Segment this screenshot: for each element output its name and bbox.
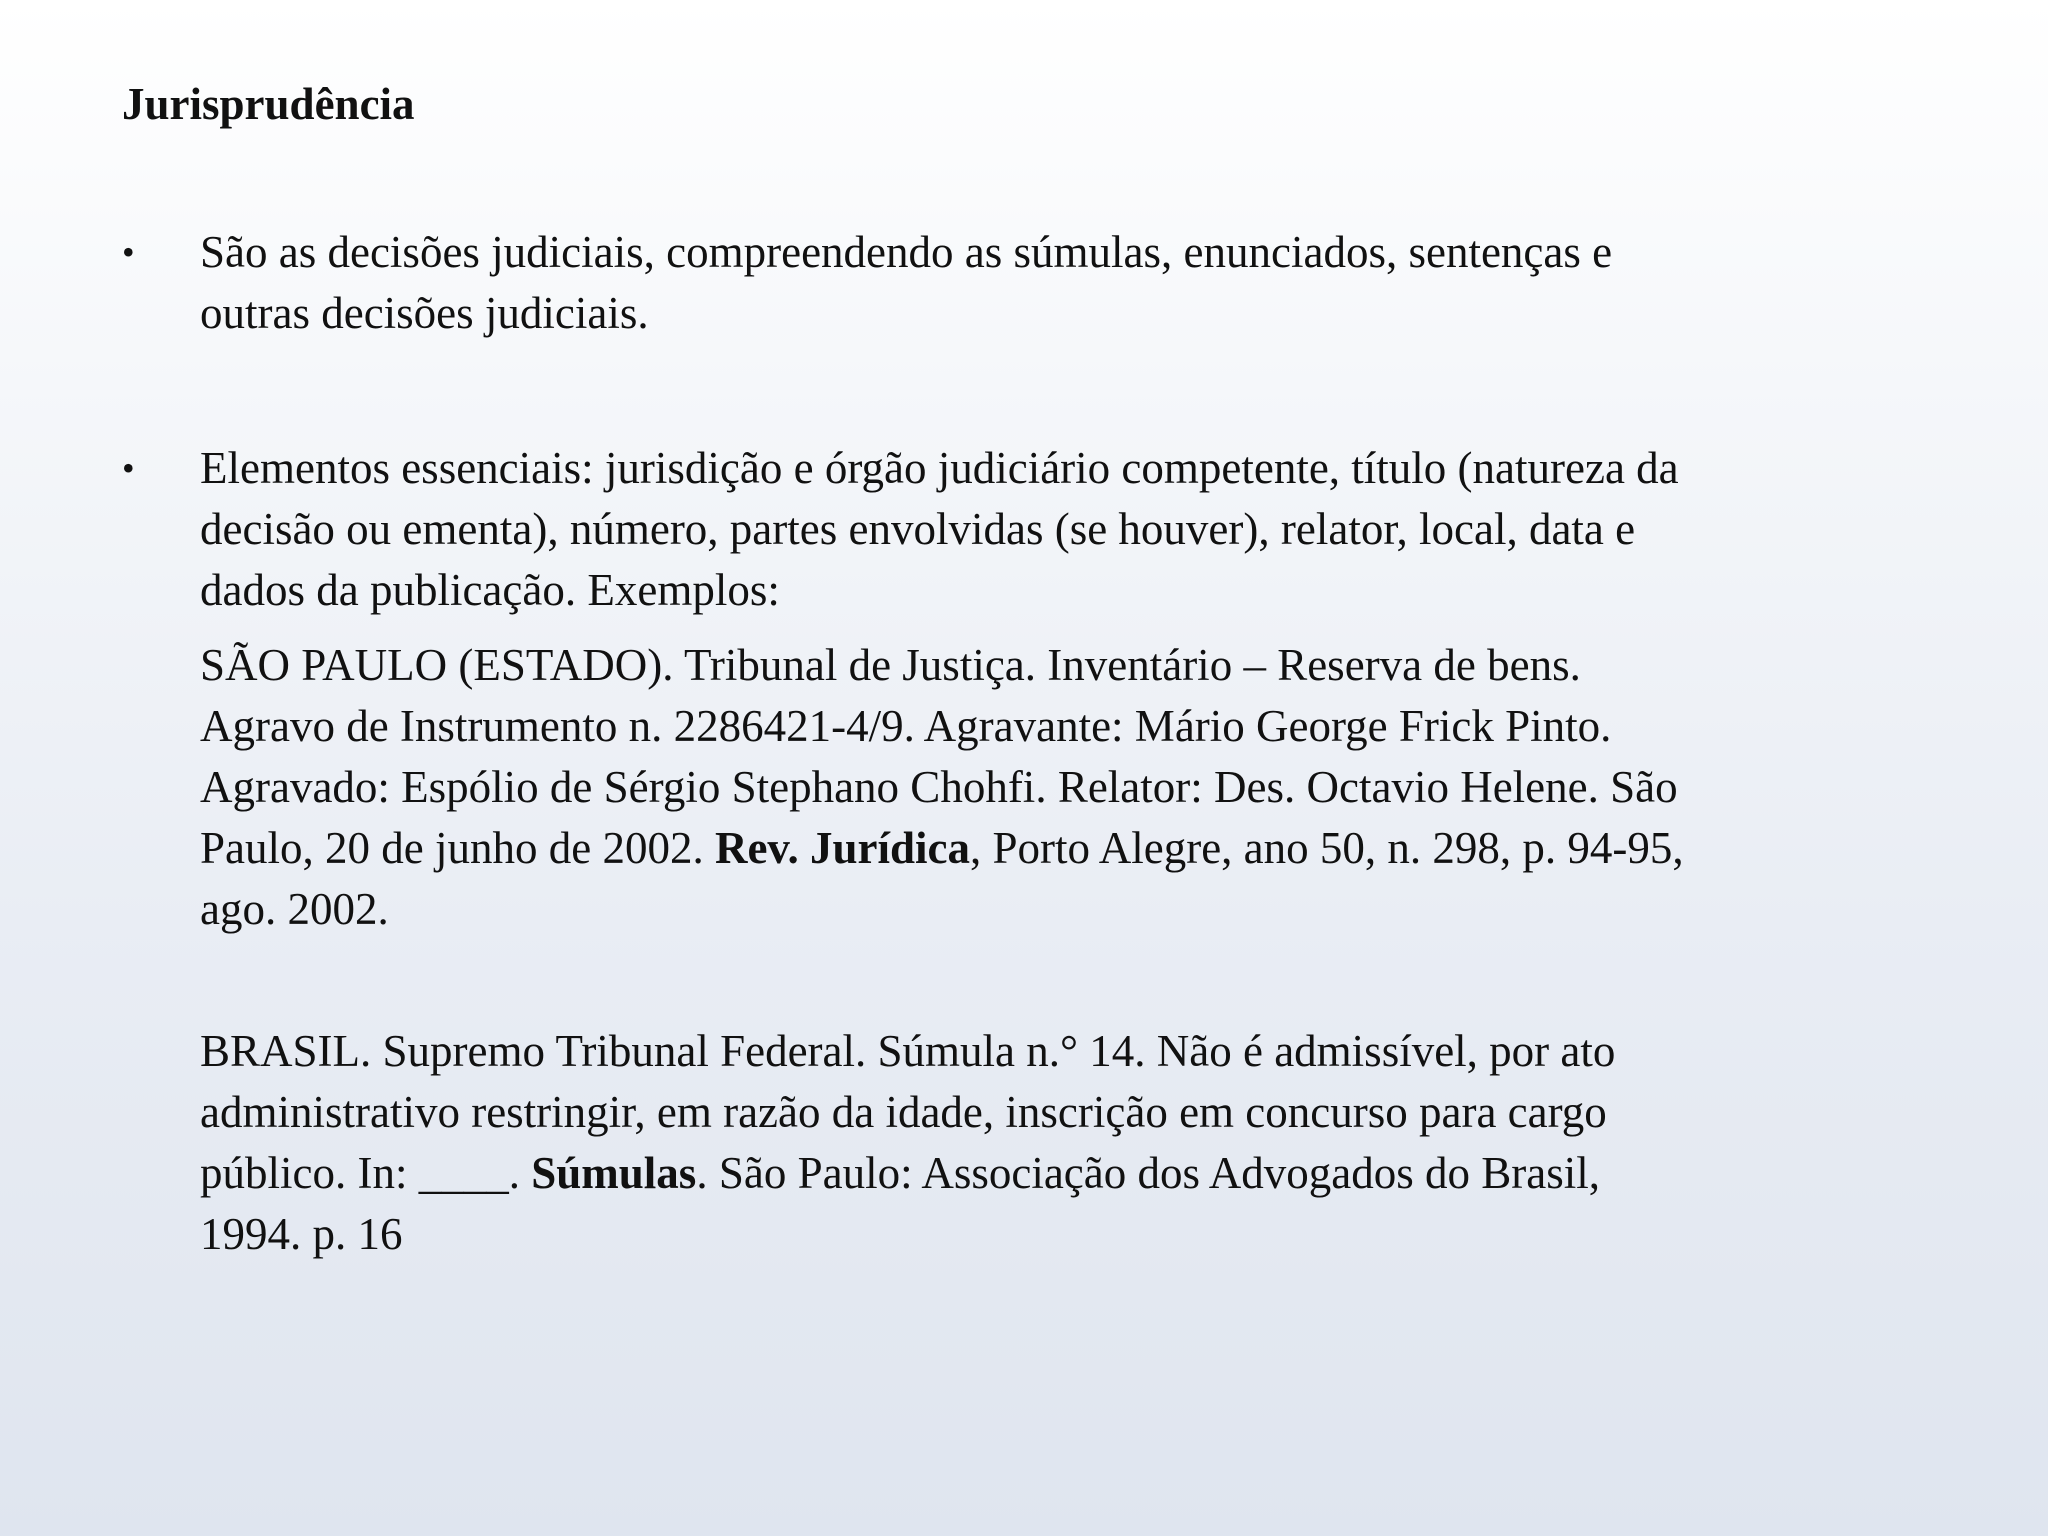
publication-title: Súmulas <box>531 1148 697 1198</box>
text-segment: Paulo, 20 de junho de 2002. <box>200 823 715 873</box>
bullet-marker: • <box>122 448 135 488</box>
text-line: BRASIL. Supremo Tribunal Federal. Súmula n.° 14. Não é admissível, por ato <box>200 1026 1616 1076</box>
example-reference-brasil <box>200 1021 1922 1265</box>
text-line: São as decisões judiciais, compreendendo as súmulas, enunciados, sentenças e <box>200 227 1613 277</box>
slide-title: Jurisprudência <box>122 79 415 129</box>
bullet-text-elements <box>200 438 1922 621</box>
bullet-text-definition <box>200 222 1922 344</box>
text-line: decisão ou ementa), número, partes envolvidas (se houver), relator, local, data e <box>200 504 1636 554</box>
text-segment: público. In: ____. <box>200 1148 532 1198</box>
text-segment: . São Paulo: Associação dos Advogados do Brasil, <box>696 1148 1601 1198</box>
text-line: SÃO PAULO (ESTADO). Tribunal de Justiça. Inventário – Reserva de bens. <box>200 640 1581 690</box>
text-line <box>200 818 1922 879</box>
text-line: Elementos essenciais: jurisdição e órgão judiciário competente, título (natureza da <box>200 443 1679 493</box>
example-reference-sao-paulo <box>200 635 1922 940</box>
text-line: outras decisões judiciais. <box>200 288 649 338</box>
text-line: dados da publicação. Exemplos: <box>200 565 780 615</box>
slide-content <box>122 222 1922 1265</box>
journal-title: Rev. Jurídica <box>714 823 970 873</box>
text-line <box>200 1143 1922 1204</box>
bullet-item-elements <box>122 438 1922 621</box>
text-segment: , Porto Alegre, ano 50, n. 298, p. 94-95, <box>969 823 1684 873</box>
text-line: ago. 2002. <box>200 884 389 934</box>
text-line: 1994. p. 16 <box>200 1209 403 1259</box>
bullet-marker: • <box>122 232 135 272</box>
text-line: administrativo restringir, em razão da idade, inscrição em concurso para cargo <box>200 1087 1607 1137</box>
bullet-item-definition <box>122 222 1922 344</box>
text-line: Agravado: Espólio de Sérgio Stephano Chohfi. Relator: Des. Octavio Helene. São <box>200 762 1678 812</box>
text-line: Agravo de Instrumento n. 2286421-4/9. Agravante: Mário George Frick Pinto. <box>200 701 1612 751</box>
